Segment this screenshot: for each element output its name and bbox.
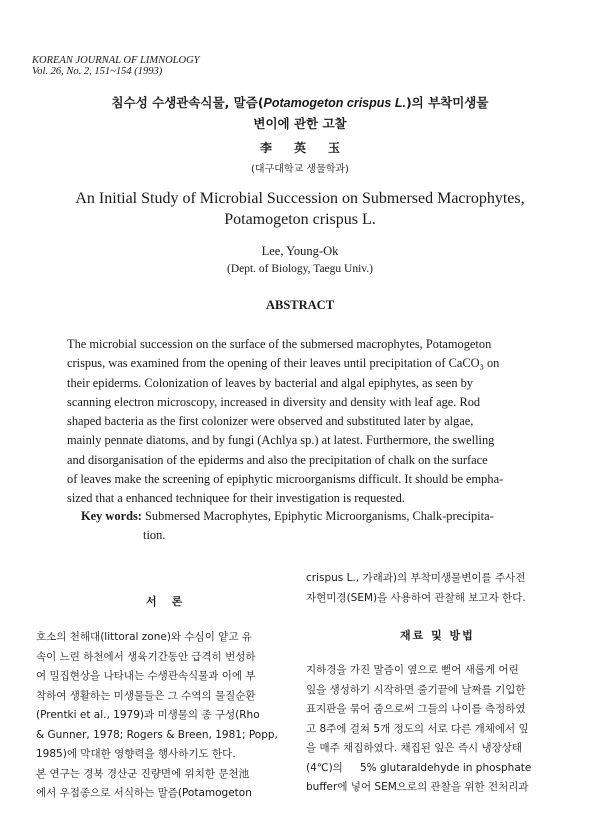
left-column — [36, 628, 294, 804]
left-line: 착하여 생활하는 미생물들은 그 수역의 물질순환 — [36, 689, 256, 702]
left-line: 속이 느린 하천에서 생육기간동안 급격히 번성하 — [36, 650, 256, 663]
left-line: 호소의 천해대(littoral zone)와 수심이 얕고 유 — [36, 631, 252, 643]
abstract-line: The microbial succession on the surface of the submersed macrophytes, Potamogeton — [67, 337, 492, 351]
right-line: 을 매주 채집하였다. 채집된 잎은 즉시 냉장상태 — [306, 742, 523, 754]
abstract-line: their epiderms. Colonization of leaves by bacterial and algal epiphytes, as seen by — [67, 375, 474, 390]
left-line: & Gunner, 1978; Rogers & Breen, 1981; Popp, — [36, 728, 278, 741]
keywords — [81, 507, 551, 546]
left-line: 에서 우점종으로 서식하는 말즘(Potamogeton — [36, 787, 252, 799]
right-line: crispus L., 가래과)의 부착미생물변이를 주사전 — [306, 572, 526, 584]
right-line: (4℃)의 5% glutaraldehyde in phosphate — [306, 761, 532, 774]
english-title-line1: An Initial Study of Microbial Succession on Submersed Macrophytes, — [75, 190, 525, 207]
right-line: 고 8주에 걸쳐 5개 정도의 서로 다른 개체에서 잎 — [306, 722, 529, 735]
left-line: 본 연구는 경북 경산군 진량면에 위치한 문천池 — [36, 767, 250, 780]
left-line: 여 밀집현상을 나타내는 수생관속식물과 이에 부 — [36, 670, 256, 682]
intro-heading: 서 론 — [146, 595, 185, 608]
english-title-line2: Potamogeton crispus L. — [224, 211, 376, 228]
korean-title-species: Potamogeton crispus L. — [263, 96, 406, 110]
right-line: 표지판을 묶어 줌으로써 그들의 나이를 측정하였 — [306, 703, 526, 715]
abstract-line: shaped bacteria as the first colonizer were observed and substituted later by algae, — [67, 414, 474, 429]
abstract-heading: ABSTRACT — [265, 298, 335, 312]
right-line: 잎을 생성하기 시작하면 줄기끝에 날짜를 기입한 — [306, 683, 526, 696]
english-affiliation: (Dept. of Biology, Taegu Univ.) — [226, 263, 373, 275]
keywords-line2: tion. — [143, 528, 166, 543]
abstract-line: crispus, was examined from the opening of their leaves until precipitation of CaCO₃ on — [67, 356, 500, 371]
abstract-line: sized that a enhanced techniquee for their investigation is requested. — [67, 491, 405, 506]
journal-volume: Vol. 26, No. 2, 151~154 (1993) — [32, 66, 163, 77]
keywords-label: Key words: — [81, 509, 142, 523]
english-author: Lee, Young-Ok — [261, 244, 339, 258]
korean-title-line2: 변이에 관한 고찰 — [253, 116, 347, 131]
right-column-methods — [306, 661, 568, 798]
right-line: 지하경을 가진 말즘이 옆으로 뻗어 새롭게 어린 — [306, 664, 519, 676]
korean-author: 李英玉 — [259, 141, 362, 155]
abstract-line: scanning electron microscopy, increased in diversity and density with leaf age. Rod — [67, 394, 481, 409]
abstract-body — [67, 335, 545, 509]
korean-title-line1: 침수성 수생관속식물, 말즘(Potamogeton crispus L.)의 부착미생물 — [111, 95, 489, 110]
left-line: 1985)에 막대한 영향력을 행사하기도 한다. — [36, 748, 236, 760]
right-column-top — [306, 569, 568, 608]
journal-name: KOREAN JOURNAL OF LIMNOLOGY — [32, 55, 200, 66]
korean-affiliation: (대구대학교 생물학과) — [251, 164, 349, 175]
abstract-line: and disorganisation of the epiderms and also the precipitation of chalk on the surface — [67, 452, 488, 467]
journal-header — [32, 55, 200, 77]
abstract-line: of leaves make the screening of epiphytic microorganisms difficult. It should be empha- — [67, 472, 504, 487]
right-line: buffer에 넣어 SEM으로의 관찰을 위한 전처리과 — [306, 781, 529, 793]
keywords-line1: Submersed Macrophytes, Epiphytic Microorganisms, Chalk-precipita- — [145, 509, 494, 523]
abstract-line: mainly pennate diatoms, and by fungi (Achlya sp.) at latest. Furthermore, the swelling — [67, 433, 495, 448]
left-line: (Prentki et al., 1979)과 미생물의 종 구성(Rho — [36, 709, 260, 721]
methods-heading: 재료 및 방법 — [400, 629, 475, 642]
right-line: 자현미경(SEM)을 사용하여 관찰해 보고자 한다. — [306, 591, 526, 604]
